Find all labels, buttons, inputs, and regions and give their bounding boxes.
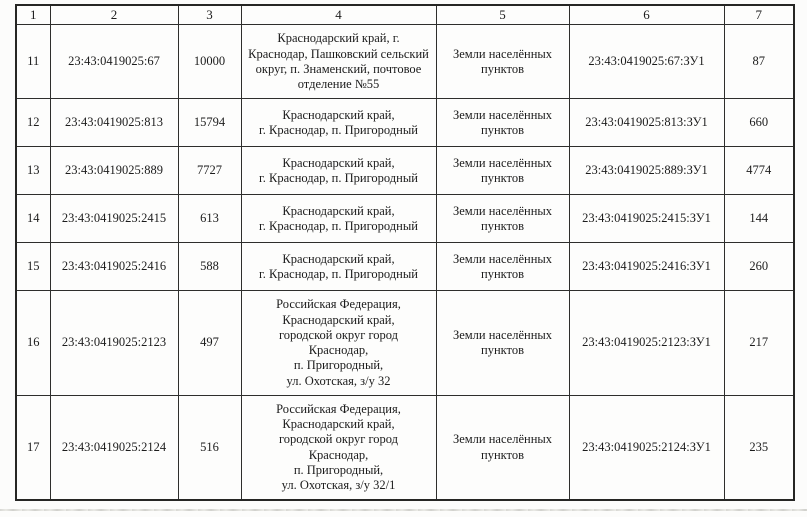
cell-parcel-number: 23:43:0419025:889:ЗУ1 [569,147,724,195]
cell-area: 588 [178,243,241,291]
cell-cadastral-number: 23:43:0419025:889 [50,147,178,195]
cell-row-number: 15 [16,243,50,291]
cell-parcel-number: 23:43:0419025:2416:ЗУ1 [569,243,724,291]
cell-parcel-number: 23:43:0419025:2415:ЗУ1 [569,195,724,243]
table-row [16,291,794,396]
table-row [16,395,794,500]
cell-address: Российская Федерация, Краснодарский край, городской округ город Краснодар, п. Пригородный, ул. Охотская, з/у 32/1 [241,395,436,500]
cell-cadastral-number: 23:43:0419025:2416 [50,243,178,291]
cell-land-category: Земли населённых пунктов [436,395,569,500]
header-col-2: 2 [50,5,178,25]
cell-parcel-area: 144 [724,195,794,243]
cell-row-number: 12 [16,99,50,147]
header-col-7: 7 [724,5,794,25]
scan-artifact-line [0,509,807,511]
header-col-3: 3 [178,5,241,25]
cell-area: 613 [178,195,241,243]
cell-address: Краснодарский край, г. Краснодар, п. Пригородный [241,147,436,195]
cell-row-number: 14 [16,195,50,243]
cell-address: Российская Федерация, Краснодарский край, городской округ город Краснодар, п. Пригородный, ул. Охотская, з/у 32 [241,291,436,396]
cell-address: Краснодарский край, г. Краснодар, п. Пригородный [241,99,436,147]
table-row [16,243,794,291]
cell-area: 15794 [178,99,241,147]
cell-parcel-area: 4774 [724,147,794,195]
cell-parcel-area: 217 [724,291,794,396]
cell-parcel-area: 660 [724,99,794,147]
cell-land-category: Земли населённых пунктов [436,291,569,396]
table-row [16,25,794,99]
cell-cadastral-number: 23:43:0419025:67 [50,25,178,99]
cell-cadastral-number: 23:43:0419025:813 [50,99,178,147]
table-row [16,99,794,147]
cell-area: 497 [178,291,241,396]
cell-land-category: Земли населённых пунктов [436,25,569,99]
cell-row-number: 17 [16,395,50,500]
cell-cadastral-number: 23:43:0419025:2415 [50,195,178,243]
cell-parcel-number: 23:43:0419025:67:ЗУ1 [569,25,724,99]
cell-parcel-area: 260 [724,243,794,291]
cell-parcel-area: 87 [724,25,794,99]
table-row [16,147,794,195]
cell-area: 516 [178,395,241,500]
cell-address: Краснодарский край, г. Краснодар, Пашковский сельский округ, п. Знаменский, почтовое отделение №55 [241,25,436,99]
cell-land-category: Земли населённых пунктов [436,99,569,147]
cell-parcel-number: 23:43:0419025:2123:ЗУ1 [569,291,724,396]
table-row [16,195,794,243]
cell-row-number: 11 [16,25,50,99]
cell-row-number: 16 [16,291,50,396]
header-col-5: 5 [436,5,569,25]
cell-row-number: 13 [16,147,50,195]
cell-cadastral-number: 23:43:0419025:2124 [50,395,178,500]
cell-area: 7727 [178,147,241,195]
cell-parcel-number: 23:43:0419025:2124:ЗУ1 [569,395,724,500]
header-col-1: 1 [16,5,50,25]
cell-address: Краснодарский край, г. Краснодар, п. Пригородный [241,243,436,291]
cell-parcel-number: 23:43:0419025:813:ЗУ1 [569,99,724,147]
header-col-6: 6 [569,5,724,25]
cell-cadastral-number: 23:43:0419025:2123 [50,291,178,396]
cell-land-category: Земли населённых пунктов [436,195,569,243]
cell-land-category: Земли населённых пунктов [436,147,569,195]
cadastral-parcels-table [15,4,795,501]
cell-land-category: Земли населённых пунктов [436,243,569,291]
table-header-row [16,5,794,25]
cell-parcel-area: 235 [724,395,794,500]
header-col-4: 4 [241,5,436,25]
cell-address: Краснодарский край, г. Краснодар, п. Пригородный [241,195,436,243]
cell-area: 10000 [178,25,241,99]
